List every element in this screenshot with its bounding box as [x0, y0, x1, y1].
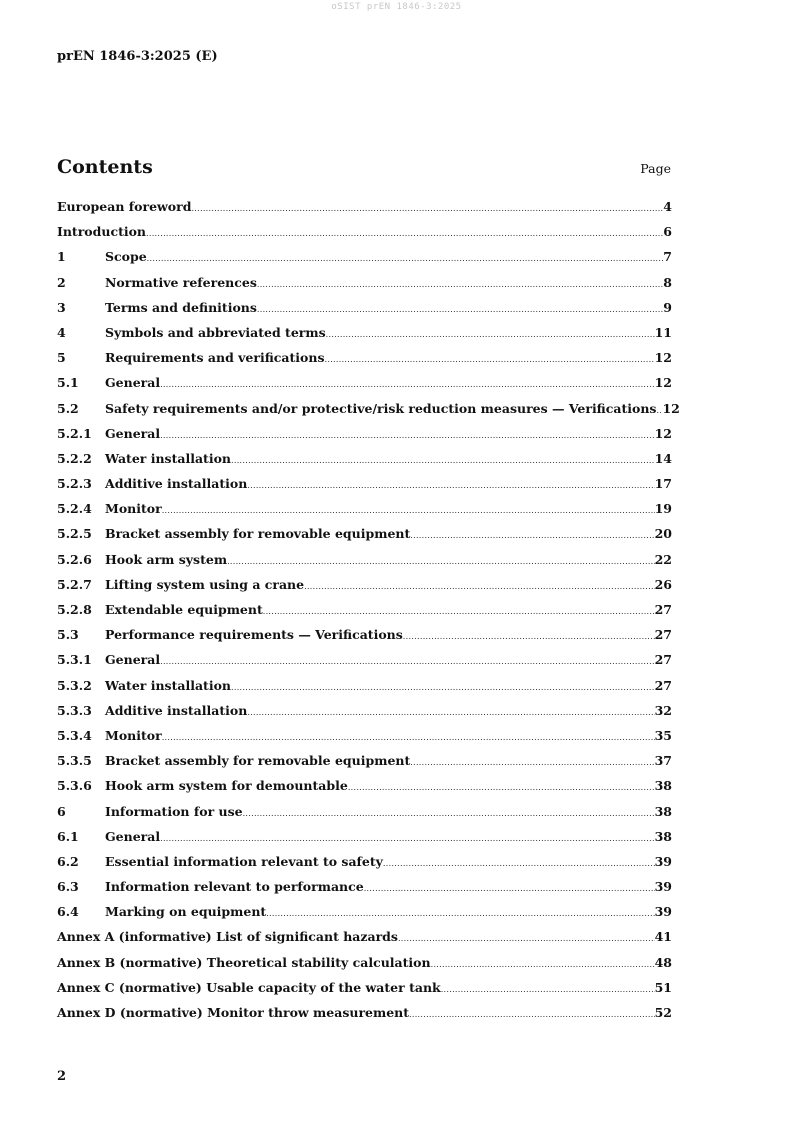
toc-entry[interactable] [57, 501, 672, 526]
toc-dot-leader [160, 431, 654, 440]
toc-entry-page: 4 [663, 199, 672, 214]
toc-entry-page: 26 [654, 576, 672, 592]
toc-entry[interactable] [57, 275, 672, 300]
toc-dot-leader [410, 531, 654, 540]
toc-entry-page: 11 [654, 324, 672, 340]
toc-entry-title: Monitor [105, 727, 162, 743]
toc-entry-title: Essential information relevant to safety [105, 853, 383, 869]
toc-entry[interactable] [57, 325, 672, 350]
toc-dot-leader [227, 557, 655, 566]
toc-entry-page: 7 [663, 249, 672, 265]
toc-entry-page: 17 [654, 476, 672, 492]
toc-entry-page: 38 [654, 803, 672, 819]
toc-entry-title: Scope [105, 249, 147, 265]
toc-entry[interactable] [57, 526, 672, 551]
toc-entry-title: Bracket assembly for removable equipment [105, 526, 411, 542]
toc-dot-leader [304, 582, 654, 591]
toc-entry-number: 5.2.4 [57, 501, 92, 517]
toc-entry[interactable] [57, 854, 672, 879]
toc-entry[interactable] [57, 375, 672, 400]
toc-entry-page: 19 [654, 501, 672, 517]
toc-entry-title: Terms and definitions [105, 299, 257, 315]
toc-entry-page: 12 [654, 425, 672, 441]
toc-entry-page: 6 [663, 224, 672, 240]
toc-dot-leader [409, 1010, 655, 1019]
toc-entry-title: Annex B (normative) Theoretical stability calculation [57, 954, 431, 970]
toc-entry-title: Water installation [105, 677, 232, 693]
toc-entry-title: Extendable equipment [105, 602, 263, 617]
toc-dot-leader [160, 834, 654, 843]
toc-entry[interactable] [57, 476, 672, 501]
toc-dot-leader [160, 657, 654, 666]
toc-entry-title: Annex D (normative) Monitor throw measurement [57, 1005, 410, 1020]
toc-entry[interactable] [57, 652, 672, 677]
toc-entry-page: 22 [654, 551, 672, 567]
toc-entry[interactable] [57, 627, 672, 652]
toc-dot-leader [243, 809, 655, 818]
toc-entry-number: 5.1 [57, 375, 79, 391]
toc-dot-leader [162, 733, 655, 742]
toc-entry[interactable] [57, 552, 672, 577]
toc-entry-number: 5.2.7 [57, 576, 92, 592]
toc-entry-page: 35 [654, 727, 672, 743]
toc-dot-leader [403, 632, 655, 641]
toc-entry-number: 5.2.3 [57, 476, 92, 492]
toc-entry-title: Symbols and abbreviated terms [105, 324, 326, 340]
toc-entry[interactable] [57, 955, 672, 980]
toc-entry[interactable] [57, 350, 672, 375]
contents-title: Contents [57, 156, 153, 178]
toc-dot-leader [410, 758, 654, 767]
page-column-label: Page [640, 161, 671, 176]
toc-entry-number: 5.3.1 [57, 652, 92, 668]
toc-entry-title: Annex C (normative) Usable capacity of the water tank [57, 979, 441, 995]
toc-entry-title: Normative references [105, 274, 257, 290]
toc-entry[interactable] [57, 451, 672, 476]
toc-entry-page: 27 [654, 602, 672, 617]
watermark: oSIST prEN 1846-3:2025 [331, 2, 462, 12]
toc-entry-page: 14 [654, 450, 672, 466]
toc-entry-number: 5.3.2 [57, 677, 92, 693]
toc-dot-leader [257, 280, 663, 289]
toc-dot-leader [398, 934, 655, 943]
toc-entry-number: 5.2.6 [57, 551, 92, 567]
toc-entry[interactable] [57, 602, 672, 627]
toc-dot-leader [160, 380, 654, 389]
toc-dot-leader [431, 960, 655, 969]
toc-dot-leader [147, 254, 664, 263]
toc-dot-leader [383, 859, 655, 868]
toc-entry[interactable] [57, 904, 672, 929]
toc-entry-title: Safety requirements and/or protective/risk reduction measures — Verifications [105, 400, 657, 416]
toc-entry-title: General [105, 425, 161, 441]
toc-entry-number: 5.2 [57, 400, 79, 416]
toc-dot-leader [146, 229, 663, 238]
toc-entry-title: General [105, 375, 161, 391]
toc-entry[interactable] [57, 400, 680, 426]
toc-dot-leader [441, 985, 655, 994]
toc-entry-page: 39 [654, 853, 672, 869]
toc-entry-title: Additive installation [105, 476, 248, 492]
toc-entry[interactable] [57, 300, 672, 325]
toc-entry-page: 39 [654, 879, 672, 895]
toc-entry-page: 38 [654, 828, 672, 844]
toc-entry-page: 27 [654, 627, 672, 643]
toc-entry[interactable] [57, 753, 672, 778]
toc-entry-title: Lifting system using a crane [105, 576, 305, 592]
toc-entry-number: 5.3.6 [57, 778, 92, 794]
toc-entry-page: 41 [654, 929, 672, 945]
toc-entry[interactable] [57, 249, 672, 274]
toc-entry-page: 12 [662, 400, 680, 416]
toc-dot-leader [326, 330, 655, 339]
toc-dot-leader [231, 683, 655, 692]
toc-entry-page: 12 [654, 350, 672, 366]
toc-entry-number: 5.3.5 [57, 753, 92, 769]
toc-entry-title: European foreword [57, 199, 192, 214]
toc-entry[interactable] [57, 703, 672, 728]
toc-entry[interactable] [57, 879, 672, 904]
toc-entry-title: Additive installation [105, 702, 248, 718]
toc-dot-leader [364, 884, 655, 893]
toc-entry-title: Hook arm system for demountable [105, 778, 348, 794]
page-number: 2 [57, 1069, 67, 1084]
toc-entry-page: 38 [654, 778, 672, 794]
toc-entry-number: 4 [57, 324, 66, 340]
toc-entry-number: 5.2.1 [57, 425, 92, 441]
toc-entry-number: 5.3.4 [57, 727, 92, 743]
toc-entry-title: Water installation [105, 450, 232, 466]
toc-entry-page: 52 [654, 1005, 672, 1020]
toc-entry-page: 9 [663, 299, 672, 315]
toc-entry-page: 32 [654, 702, 672, 718]
toc-entry-title: Information for use [105, 803, 243, 819]
toc-entry[interactable] [57, 199, 672, 224]
toc-dot-leader [247, 481, 654, 490]
toc-entry-title: Annex A (informative) List of significant hazards [57, 929, 398, 945]
document-id: prEN 1846-3:2025 (E) [57, 49, 218, 64]
toc-dot-leader [325, 355, 655, 364]
toc-entry-title: Monitor [105, 501, 162, 517]
toc-dot-leader [263, 607, 655, 616]
toc-entry[interactable] [57, 980, 672, 1005]
toc-entry[interactable] [57, 678, 672, 703]
toc-entry-number: 2 [57, 274, 66, 290]
toc-dot-leader [191, 204, 663, 213]
toc-entry-page: 20 [654, 526, 672, 542]
toc-entry-number: 5.2.8 [57, 602, 92, 617]
toc-entry-title: Bracket assembly for removable equipment [105, 753, 411, 769]
toc-entry[interactable] [57, 804, 672, 829]
toc-entry[interactable] [57, 778, 672, 803]
toc-entry-title: Performance requirements — Verifications [105, 627, 403, 643]
toc-dot-leader [247, 708, 654, 717]
toc-entry-title: Hook arm system [105, 551, 228, 567]
toc-entry-number: 5.2.2 [57, 450, 92, 466]
table-of-contents [57, 199, 680, 1030]
toc-entry[interactable] [57, 224, 672, 249]
toc-entry-page: 39 [654, 904, 672, 920]
toc-entry[interactable] [57, 1005, 672, 1030]
toc-entry-title: Information relevant to performance [105, 879, 364, 895]
toc-entry-title: Requirements and verifications [105, 350, 325, 366]
toc-entry-number: 6 [57, 803, 66, 819]
toc-entry-number: 5 [57, 350, 66, 366]
toc-entry[interactable] [57, 929, 672, 954]
toc-dot-leader [257, 305, 663, 314]
contents-heading [57, 156, 671, 178]
toc-entry-page: 37 [654, 753, 672, 769]
toc-entry-number: 6.4 [57, 904, 79, 920]
toc-entry-number: 6.2 [57, 853, 79, 869]
toc-entry-number: 5.2.5 [57, 526, 92, 542]
toc-entry-number: 5.3.3 [57, 702, 92, 718]
toc-entry-title: General [105, 652, 161, 668]
toc-entry-page: 27 [654, 652, 672, 668]
toc-dot-leader [162, 506, 655, 515]
toc-entry[interactable] [57, 829, 672, 854]
toc-dot-leader [266, 909, 654, 918]
toc-dot-leader [348, 783, 655, 792]
toc-entry-title: Introduction [57, 224, 147, 240]
toc-entry-number: 6.3 [57, 879, 79, 895]
toc-entry-page: 8 [663, 274, 672, 290]
toc-entry-number: 1 [57, 249, 66, 265]
toc-entry[interactable] [57, 426, 672, 451]
toc-entry-page: 48 [654, 954, 672, 970]
toc-entry-title: General [105, 828, 161, 844]
toc-entry-number: 5.3 [57, 627, 79, 643]
toc-entry[interactable] [57, 577, 672, 602]
toc-entry-title: Marking on equipment [105, 904, 267, 920]
toc-entry[interactable] [57, 728, 672, 753]
toc-entry-number: 3 [57, 299, 66, 315]
toc-entry-page: 51 [654, 979, 672, 995]
toc-dot-leader [231, 456, 655, 465]
toc-entry-page: 12 [654, 375, 672, 391]
toc-entry-number: 6.1 [57, 828, 79, 844]
toc-entry-page: 27 [654, 677, 672, 693]
